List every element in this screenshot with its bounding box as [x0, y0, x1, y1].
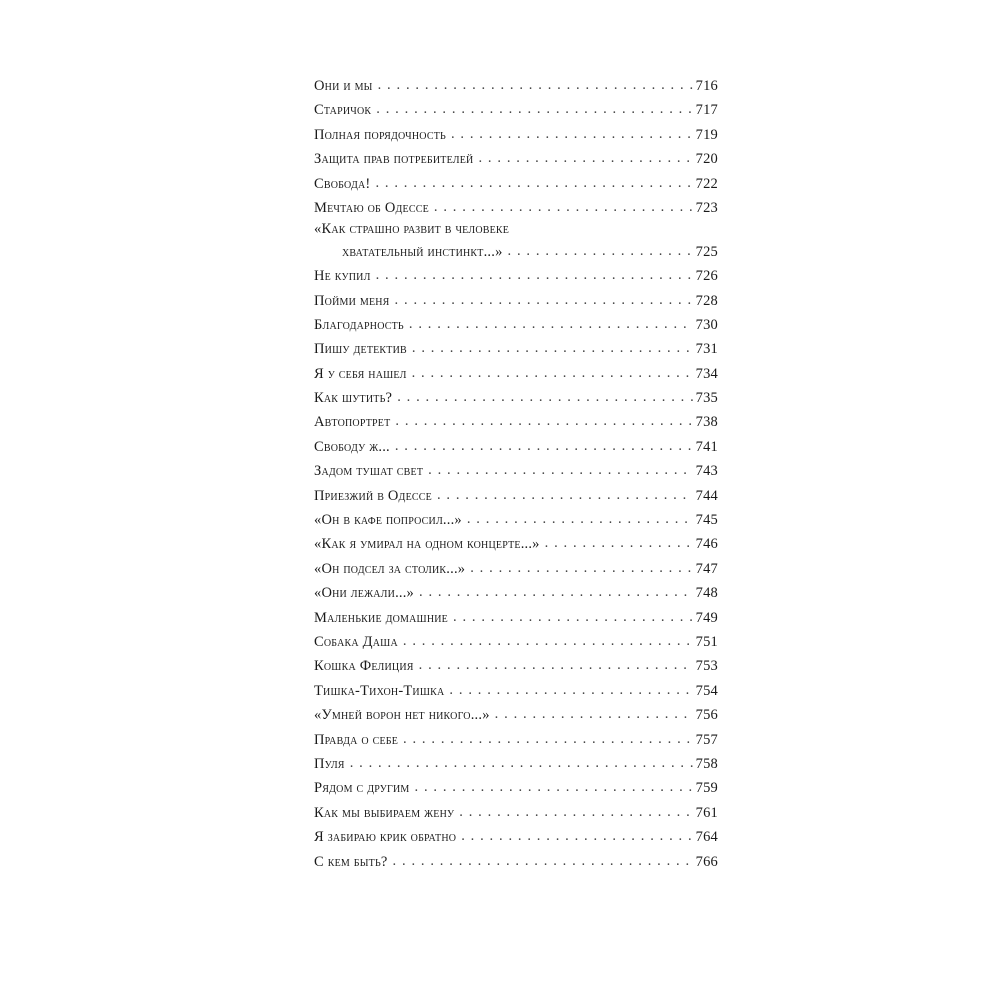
toc-entry [314, 172, 718, 196]
toc-entry [314, 410, 718, 434]
toc-entry-page: 720 [695, 151, 718, 168]
toc-entry [314, 728, 718, 752]
dot-leader [403, 629, 693, 653]
toc-entry [314, 386, 718, 410]
toc-entry-title: Они и мы [314, 78, 373, 94]
toc-entry-title-line2: хватательный инстинкт...» [342, 243, 503, 260]
dot-leader [376, 263, 693, 287]
toc-entry-page: 722 [695, 175, 718, 192]
dot-leader [428, 458, 692, 482]
dot-leader [419, 580, 693, 604]
toc-entry [314, 752, 718, 776]
toc-entry-page: 744 [695, 487, 718, 504]
dot-leader [375, 171, 692, 195]
toc-entry-title: Как мы выбираем жену [314, 804, 455, 821]
toc-entry [314, 850, 718, 874]
toc-entry-page: 748 [695, 585, 718, 602]
dot-leader [453, 605, 693, 629]
toc-entry-multiline [314, 220, 718, 264]
toc-entry [314, 313, 718, 337]
toc-entry-page: 719 [695, 126, 718, 143]
dot-leader [459, 800, 692, 824]
toc-entry-page: 764 [695, 829, 718, 846]
toc-entry-title: Тишка-Тихон-Тишка [314, 682, 445, 699]
dot-leader [412, 361, 693, 385]
toc-entry [314, 289, 718, 313]
toc-entry-title: Свобода! [314, 175, 371, 192]
dot-leader [415, 775, 693, 799]
dot-leader [397, 385, 692, 409]
toc-entry [314, 508, 718, 532]
toc-entry [314, 630, 718, 654]
toc-entry-page: 756 [695, 707, 718, 724]
toc-entry-title: Маленькие домашние [314, 609, 448, 626]
toc-entry-title: Правда о себе [314, 731, 399, 748]
toc-entry [314, 147, 718, 171]
toc-entry [314, 337, 718, 361]
toc-entry-title: «Как я умирал на одном концерте...» [314, 536, 540, 553]
toc-entry [314, 581, 718, 605]
toc-entry-title: Пойми меня [314, 292, 390, 309]
toc-entry-page: 734 [695, 365, 718, 382]
dot-leader [470, 556, 692, 580]
dot-leader [449, 678, 692, 702]
toc-entry-title: Свободу ж... [314, 438, 390, 455]
toc-entry-title: Мечтаю об Одессе [314, 199, 429, 216]
dot-leader [508, 239, 693, 263]
toc-entry [314, 362, 718, 386]
toc-entry-title: Как шутить? [314, 390, 393, 407]
toc-entry-page: 728 [695, 292, 718, 309]
toc-entry-title: «Он в кафе попросил...» [314, 512, 462, 529]
toc-entry-title: Приезжий в Одессе [314, 487, 432, 504]
toc-entry-title: Защита прав потребителей [314, 151, 474, 168]
toc-entry-title: С кем быть? [314, 853, 388, 870]
toc-entry-title: Не купил [314, 268, 371, 285]
toc-entry [314, 123, 718, 147]
toc-entry-page: 716 [695, 78, 718, 94]
toc-entry [314, 532, 718, 556]
toc-entry-title: Кошка Фелиция [314, 658, 414, 675]
dot-leader [478, 146, 692, 170]
toc-entry-title: Пишу детектив [314, 341, 407, 358]
dot-leader [393, 849, 693, 873]
dot-leader [467, 507, 693, 531]
toc-entry-page: 730 [695, 316, 718, 333]
toc-entry [314, 557, 718, 581]
toc-entry-page: 747 [695, 560, 718, 577]
toc-entry-title: Рядом с другим [314, 780, 410, 797]
dot-leader [395, 434, 693, 458]
toc-entry-title: Задом тушат свет [314, 463, 424, 480]
dot-leader [434, 195, 693, 219]
toc-entry-page: 743 [695, 463, 718, 480]
dot-leader [378, 73, 693, 97]
toc-entry-page: 741 [695, 438, 718, 455]
dot-leader [409, 312, 693, 336]
toc-entry [314, 606, 718, 630]
toc-entry-title-line1: «Как страшно развит в человеке [314, 221, 510, 238]
toc-entry-page: 749 [695, 609, 718, 626]
toc-entry-title: Я забираю крик обратно [314, 829, 457, 846]
toc-entry-page: 723 [695, 199, 718, 216]
toc-entry [314, 825, 718, 849]
toc-entry-page: 725 [695, 243, 718, 260]
toc-entry-title: «Он подсел за столик...» [314, 560, 466, 577]
toc-entry [314, 801, 718, 825]
dot-leader [395, 409, 692, 433]
toc-entry [314, 459, 718, 483]
toc-entry [314, 435, 718, 459]
toc-entry-title: Собака Даша [314, 633, 398, 650]
toc-entry-page: 761 [695, 804, 718, 821]
toc-entry-title: «Они лежали...» [314, 585, 414, 602]
dot-leader [451, 122, 693, 146]
toc-entry-page: 757 [695, 731, 718, 748]
toc-entry-title: Я у себя нашел [314, 365, 407, 382]
toc-entry [314, 703, 718, 727]
toc-entry [314, 196, 718, 220]
dot-leader [461, 824, 692, 848]
dot-leader [403, 727, 693, 751]
toc-entry-page: 753 [695, 658, 718, 675]
toc-entry-page: 754 [695, 682, 718, 699]
toc-entry-page: 745 [695, 512, 718, 529]
dot-leader [412, 336, 693, 360]
toc-entry-page: 746 [695, 536, 718, 553]
dot-leader [437, 483, 693, 507]
toc-entry [314, 654, 718, 678]
dot-leader [395, 288, 693, 312]
dot-leader [545, 531, 693, 555]
toc-entry-title: Старичок [314, 102, 372, 119]
toc-entry-title: Пуля [314, 755, 345, 772]
toc-entry-page: 731 [695, 341, 718, 358]
toc-entry-title: Автопортрет [314, 414, 391, 431]
toc-entry-page: 766 [695, 853, 718, 870]
toc-entry [314, 98, 718, 122]
toc-entry-title: Благодарность [314, 316, 404, 333]
toc-entry-page: 751 [695, 633, 718, 650]
dot-leader [376, 97, 692, 121]
toc-entry-title: Полная порядочность [314, 126, 446, 143]
toc-entry-page: 759 [695, 780, 718, 797]
toc-entry [314, 484, 718, 508]
toc-entry [314, 74, 718, 98]
toc-entry-page: 735 [695, 390, 718, 407]
toc-entry [314, 679, 718, 703]
toc-entry-page: 738 [695, 414, 718, 431]
table-of-contents [314, 74, 718, 874]
toc-entry-title: «Умней ворон нет никого...» [314, 707, 490, 724]
dot-leader [419, 653, 693, 677]
dot-leader [495, 702, 693, 726]
toc-entry-page: 758 [695, 755, 718, 772]
toc-entry [314, 776, 718, 800]
toc-entry-page: 726 [695, 268, 718, 285]
toc-entry-page: 717 [695, 102, 718, 119]
dot-leader [350, 751, 693, 775]
toc-entry [314, 264, 718, 288]
